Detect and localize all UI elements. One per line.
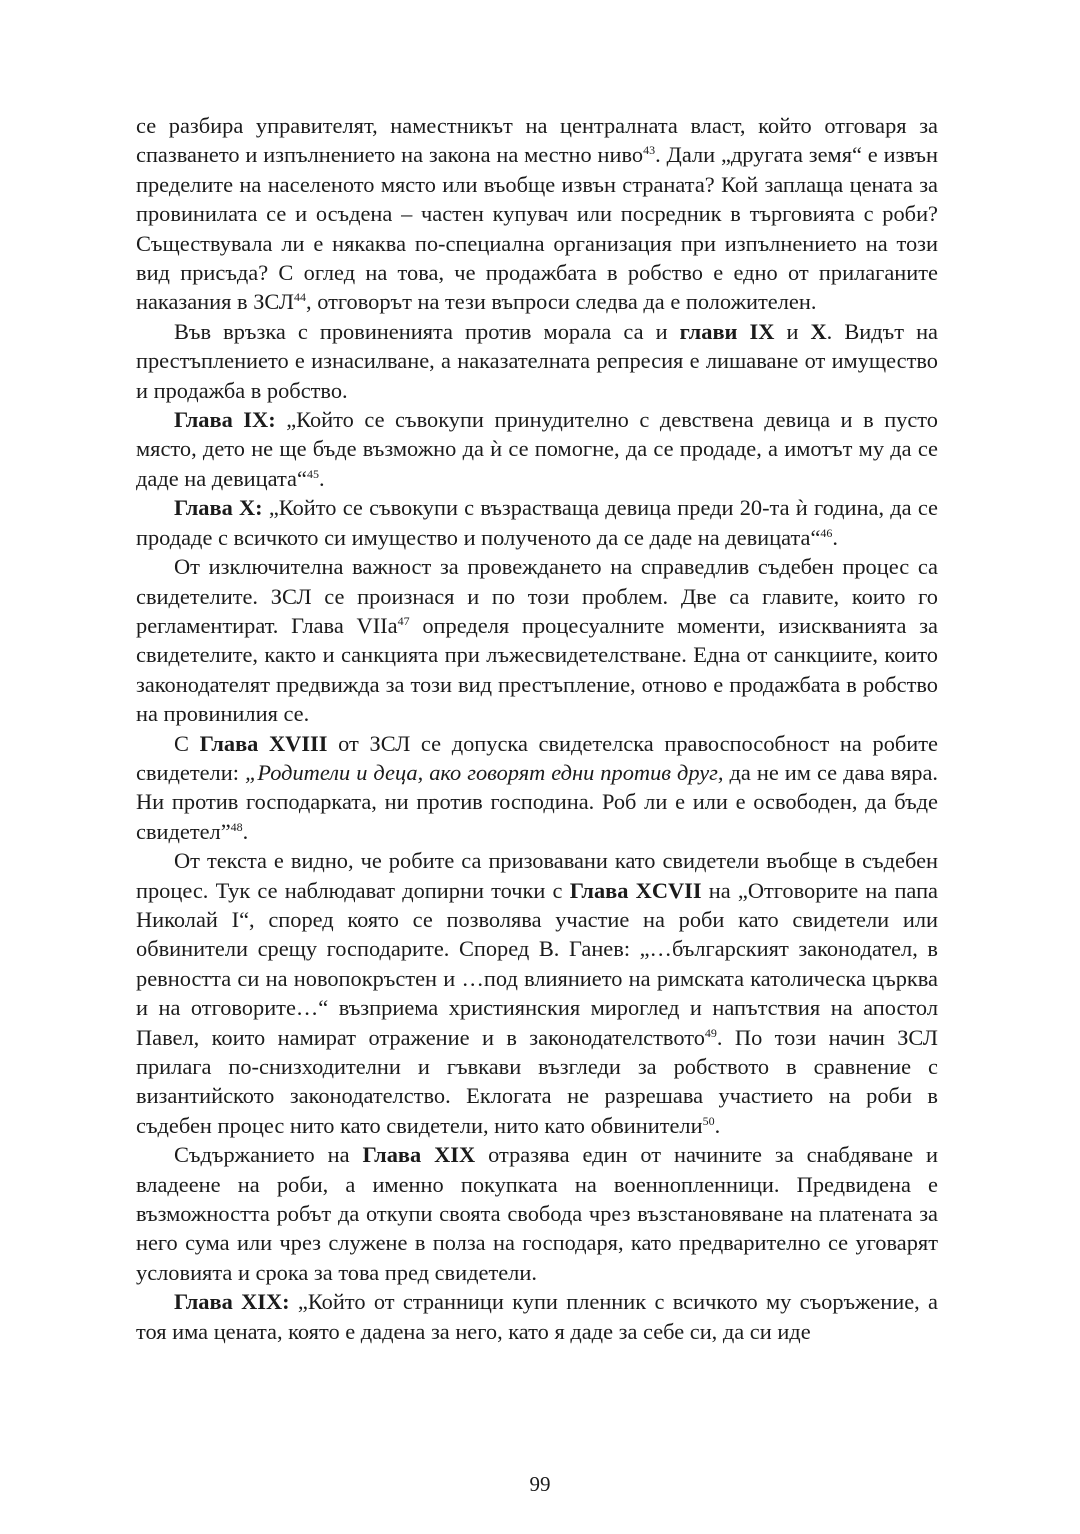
text-run: отразява един от начините за снабдяване и владеене на роби, а именно покупката на военнопленници. Предвидена е възможността робът да откупи своята свобода чрез възстановяване на платената за него сума или чрез служене в полза на господаря, като предварително се уговарят условията и срока за това пред свидетели.: [136, 1142, 938, 1285]
text-run: От изключителна важност за провеждането на справедлив съдебен процес са свидетелите. ЗСЛ се произнася и по този проблем. Две са главите, които го регламентират. Глава VIIа: [136, 554, 938, 638]
bold-text: Глава X:: [174, 495, 263, 521]
paragraph: [136, 1287, 938, 1346]
text-run: от ЗСЛ се допуска свидетелска правоспособност на робите свидетели:: [136, 730, 938, 785]
paragraph: [136, 111, 938, 317]
paragraph: [136, 846, 938, 1140]
footnote-ref: 43: [643, 143, 656, 158]
text-run: . Видът на престъплението е изнасилване, а наказателната репресия е лишаване от имущество и продажба в робство.: [136, 318, 938, 403]
text-run: От текста е видно, че робите са призовавани като свидетели въобще в съдебен процес. Тук се наблюдават допирни точки с: [136, 848, 938, 903]
text-run: , отговорът на тези въпроси следва да е положителен.: [306, 289, 817, 315]
paragraph: [136, 493, 938, 552]
footnote-ref: 46: [820, 525, 833, 540]
italic-text: „Родители и деца, ако говорят едни против друг,: [244, 759, 724, 785]
footnote-ref: 49: [704, 1025, 717, 1040]
bold-text: Глава XIX:: [174, 1289, 290, 1315]
text-run: .: [832, 524, 839, 550]
text-run: се разбира управителят, наместникът на централната власт, който отговаря за спазването и изпълнението на закона на местно ниво: [136, 113, 938, 168]
text-run: определя процесуалните моменти, изискванията за свидетелите, както и санкцията при лъжесвидетелстване. Една от санкциите, които законодателят предвижда за този вид престъпление, отново е продажбата в робство на провинилия се.: [136, 612, 938, 727]
text-run: .: [242, 818, 249, 844]
footnote-ref: 48: [230, 819, 243, 834]
bold-text: Глава XIX: [362, 1142, 476, 1168]
text-run: .: [714, 1112, 721, 1138]
paragraph: [136, 405, 938, 493]
text-run: Съдържанието на: [174, 1142, 363, 1168]
text-run: „Който от странници купи пленник с всичкото му съоръжение, а тоя има цената, която е дадена за него, като я даде за себе си, да си иде: [136, 1289, 938, 1344]
text-run: . По този начин ЗСЛ прилага по-снизходителни и гъвкави възгледи за робството в сравнение с византийското законодателство. Еклогата не разрешава участието на роби в съдебен процес нито като свидетели, нито като обвинители: [136, 1024, 938, 1138]
bold-text: Глава XVIII: [199, 730, 328, 756]
footnote-ref: 47: [397, 613, 410, 628]
text-run: „Който се съвокупи с възрастваща девица преди 20-та ѝ година, да се продаде с всичкото си имущество и полученото да се даде на девицата“: [136, 495, 938, 550]
bold-text: Глава IX:: [174, 407, 276, 433]
page-number: 99: [529, 1472, 551, 1496]
paragraph: [136, 317, 938, 405]
text-run: да не им се дава вяра. Ни против господарката, ни против господина. Роб ли е или е освободен, да бъде свидетел”: [136, 759, 938, 844]
text-run: С: [174, 730, 200, 756]
footnote-ref: 45: [306, 466, 319, 481]
footnote-ref: 50: [702, 1113, 715, 1128]
text-run: и: [774, 318, 811, 344]
text-run: .: [318, 465, 325, 491]
text-run: . Дали „другата земя“ е извън пределите на населеното място или въобще извън страната? Кой заплаща цената за провинилата се и осъдена – частен купувач или посредник в търговията с роби? Съществувала ли е някаква по-специална организация при изпълнението на този вид присъда? С оглед на това, че продажбата в робство е едно от прилаганите наказания в ЗСЛ: [136, 142, 938, 315]
paragraph: [136, 729, 938, 847]
text-run: на „Отговорите на папа Николай I“, според която се позволява участие на роби като свидетели или обвинители срещу господарите. Според В. Ганев: „…българският законодател, в ревността си на новопокръстен и …под влиянието на римската католическа църква и на отговорите…“ възприема християнския мироглед и напътствия на апостол Павел, които намират отражение и в законодателството: [136, 877, 938, 1050]
footnote-ref: 44: [294, 290, 306, 305]
body-text: [136, 111, 938, 1346]
bold-text: X: [810, 318, 827, 344]
bold-text: Глава XCVII: [569, 877, 702, 903]
text-run: „Който се съвокупи принудително с девствена девица и в пусто място, дето не ще бъде възможно да ѝ се помогне, да се продаде, а имотът му да се даде на девицата“: [136, 407, 938, 491]
text-run: Във връзка с провиненията против морала са и: [174, 318, 680, 344]
paragraph: [136, 552, 938, 728]
paragraph: [136, 1140, 938, 1287]
bold-text: глави IX: [679, 318, 775, 344]
